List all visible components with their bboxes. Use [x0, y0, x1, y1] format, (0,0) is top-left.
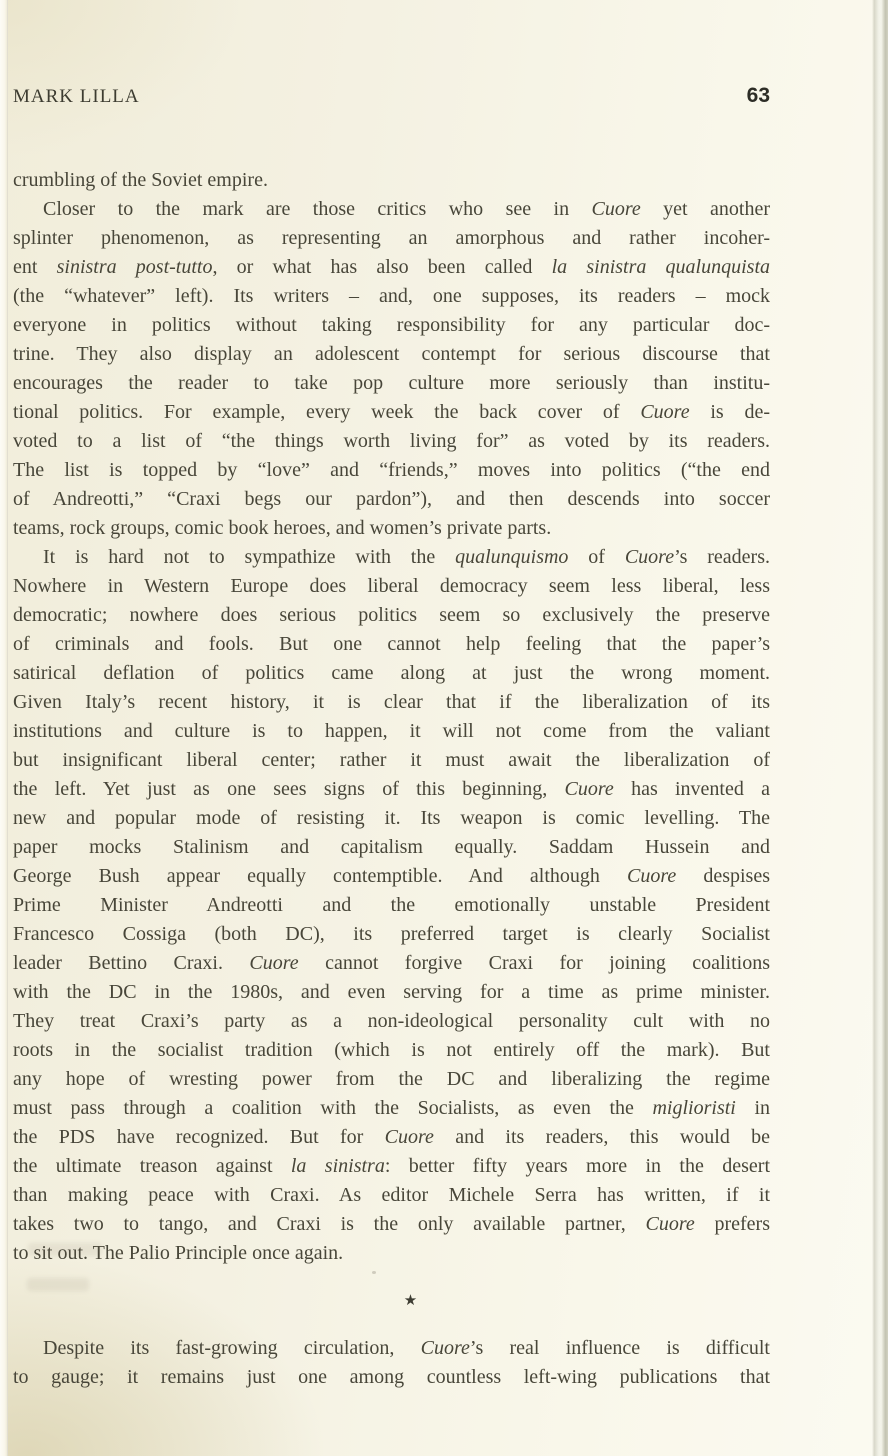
text-line: [13, 746, 770, 775]
section-separator-star: ★: [403, 1293, 418, 1309]
italic-text: qualunquismo: [455, 546, 569, 568]
text-line: [13, 485, 770, 514]
text-line: [13, 833, 770, 862]
page-number: 63: [746, 84, 770, 107]
text-line: [13, 340, 770, 369]
text-line: [13, 456, 770, 485]
text-segment: despises: [676, 865, 770, 887]
text-line: [13, 253, 770, 282]
text-line: [13, 282, 770, 311]
text-segment: in: [735, 1097, 770, 1119]
text-segment: cannot forgive Craxi for joining coalitions: [298, 952, 770, 974]
text-line: [13, 427, 770, 456]
running-header-author: MARK LILLA: [13, 86, 140, 107]
text-line: [13, 978, 770, 1007]
text-segment: roots in the socialist tradition (which is not entirely off the mark). But: [13, 1039, 770, 1061]
text-segment: Closer to the mark are those critics who see in: [43, 198, 592, 220]
italic-text: Cuore: [249, 952, 299, 974]
text-segment: ent: [13, 256, 57, 278]
text-segment: new and popular mode of resisting it. Its weapon is comic levelling. The: [13, 807, 770, 829]
paragraph: [13, 166, 770, 195]
text-line: [13, 920, 770, 949]
text-segment: and its readers, this would be: [433, 1126, 770, 1148]
page-artifact-speck: [372, 1271, 376, 1274]
text-segment: with the DC in the 1980s, and even serving for a time as prime minister.: [13, 981, 770, 1003]
paragraph: [13, 195, 770, 543]
text-line: [13, 775, 770, 804]
text-line: [13, 398, 770, 427]
text-segment: the PDS have recognized. But for: [13, 1126, 385, 1148]
text-segment: satirical deflation of politics came along at just the wrong moment.: [13, 662, 770, 684]
page-left-edge: [0, 0, 8, 1456]
paragraph: [13, 543, 770, 1268]
italic-text: Cuore: [384, 1126, 434, 1148]
text-segment: of Andreotti,” “Craxi begs our pardon”), and then descends into soccer: [13, 488, 770, 510]
text-segment: voted to a list of “the things worth living for” as voted by its readers.: [13, 430, 770, 452]
text-line: [13, 601, 770, 630]
text-segment: but insignificant liberal center; rather it must await the liberalization of: [13, 749, 770, 771]
text-line: [13, 543, 770, 572]
text-line: [13, 572, 770, 601]
text-segment: the ultimate treason against: [13, 1155, 291, 1177]
text-segment: is de-: [689, 401, 770, 423]
text-segment: Francesco Cossiga (both DC), its preferred target is clearly Socialist: [13, 923, 770, 945]
text-segment: ’s real influence is difficult: [469, 1337, 770, 1359]
text-segment: to sit out. The Palio Principle once again.: [13, 1242, 344, 1264]
text-line: [13, 891, 770, 920]
text-line: [13, 514, 770, 543]
text-segment: democratic; nowhere does serious politics seem so exclusively the preserve: [13, 604, 770, 626]
text-segment: Prime Minister Andreotti and the emotionally unstable President: [13, 894, 770, 916]
text-segment: of criminals and fools. But one cannot help feeling that the paper’s: [13, 633, 770, 655]
text-segment: yet another: [640, 198, 770, 220]
italic-text: la sinistra qualunquista: [551, 256, 770, 278]
text-line: [13, 717, 770, 746]
text-line: [13, 804, 770, 833]
text-segment: must pass through a coalition with the Socialists, as even the: [13, 1097, 653, 1119]
text-segment: takes two to tango, and Craxi is the only available partner,: [13, 1213, 646, 1235]
text-segment: trine. They also display an adolescent contempt for serious discourse that: [13, 343, 770, 365]
page-artifact-smudge: [27, 1278, 89, 1291]
text-segment: leader Bettino Craxi.: [13, 952, 250, 974]
text-line: [13, 1094, 770, 1123]
page-artifact-smudge: [28, 1243, 102, 1256]
text-segment: teams, rock groups, comic book heroes, and women’s private parts.: [13, 517, 552, 539]
text-line: [13, 949, 770, 978]
italic-text: la sinistra: [290, 1155, 385, 1177]
text-line: [13, 630, 770, 659]
text-segment: Despite its fast-growing circulation,: [43, 1337, 421, 1359]
italic-text: Cuore: [591, 198, 641, 220]
text-line: [13, 369, 770, 398]
text-line: [13, 1181, 770, 1210]
text-line: [13, 311, 770, 340]
text-segment: crumbling of the Soviet empire.: [13, 169, 268, 191]
text-segment: Nowhere in Western Europe does liberal democracy seem less liberal, less: [13, 575, 770, 597]
text-line: [13, 1239, 770, 1268]
paragraph: [13, 1334, 770, 1392]
text-segment: everyone in politics without taking responsibility for any particular doc-: [13, 314, 770, 336]
text-segment: tional politics. For example, every week the back cover of: [13, 401, 641, 423]
text-segment: ’s readers.: [674, 546, 770, 568]
text-segment: , or what has also been called: [212, 256, 552, 278]
italic-text: Cuore: [640, 401, 690, 423]
text-line: [13, 688, 770, 717]
text-line: [13, 1065, 770, 1094]
text-segment: The list is topped by “love” and “friends,” moves into politics (“the end: [13, 459, 770, 481]
text-line: [13, 224, 770, 253]
italic-text: Cuore: [564, 778, 614, 800]
text-line: [13, 1334, 770, 1363]
text-segment: splinter phenomenon, as representing an amorphous and rather incoher-: [13, 227, 770, 249]
italic-text: Cuore: [627, 865, 677, 887]
body-text: [13, 166, 770, 1392]
text-segment: any hope of wresting power from the DC and liberalizing the regime: [13, 1068, 770, 1090]
text-segment: It is hard not to sympathize with the: [43, 546, 456, 568]
text-segment: of: [568, 546, 625, 568]
text-line: [13, 166, 770, 195]
italic-text: Cuore: [645, 1213, 695, 1235]
text-segment: paper mocks Stalinism and capitalism equally. Saddam Hussein and: [13, 836, 770, 858]
text-segment: : better fifty years more in the desert: [384, 1155, 770, 1177]
text-line: [13, 1210, 770, 1239]
italic-text: Cuore: [624, 546, 675, 568]
text-line: [13, 1036, 770, 1065]
text-segment: than making peace with Craxi. As editor Michele Serra has written, if it: [13, 1184, 770, 1206]
text-line: [13, 1007, 770, 1036]
text-segment: Given Italy’s recent history, it is clear that if the liberalization of its: [13, 691, 770, 713]
text-line: [13, 1363, 770, 1392]
italic-text: sinistra post-tutto: [56, 256, 213, 278]
text-segment: the left. Yet just as one sees signs of this beginning,: [13, 778, 565, 800]
text-line: [13, 1123, 770, 1152]
text-segment: institutions and culture is to happen, it will not come from the valiant: [13, 720, 770, 742]
text-line: [13, 195, 770, 224]
text-segment: encourages the reader to take pop culture more seriously than institu-: [13, 372, 770, 394]
text-line: [13, 659, 770, 688]
text-line: [13, 1152, 770, 1181]
text-segment: They treat Craxi’s party as a non-ideological personality cult with no: [13, 1010, 770, 1032]
page-right-edge: [872, 0, 888, 1456]
text-segment: George Bush appear equally contemptible. And although: [13, 865, 627, 887]
italic-text: Cuore: [420, 1337, 470, 1359]
text-segment: (the “whatever” left). Its writers – and, one supposes, its readers – mock: [13, 285, 770, 307]
text-segment: has invented a: [613, 778, 770, 800]
text-segment: to gauge; it remains just one among countless left-wing publications that: [13, 1366, 770, 1388]
italic-text: miglioristi: [652, 1097, 736, 1119]
text-line: [13, 862, 770, 891]
running-head: [13, 84, 770, 108]
text-segment: prefers: [694, 1213, 770, 1235]
